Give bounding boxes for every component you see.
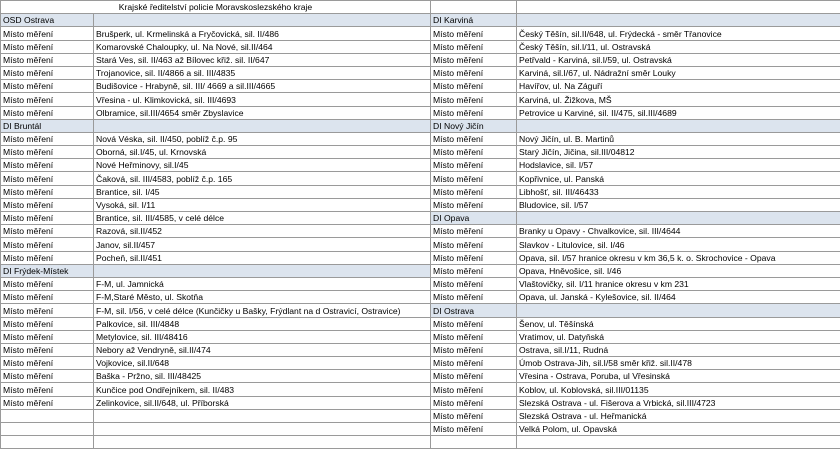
- measurement-place-cell[interactable]: Havířov, ul. Na Záguří: [517, 80, 840, 93]
- measurement-label-cell[interactable]: Místo měření: [431, 53, 517, 66]
- measurement-place-cell[interactable]: Karviná, sil.I/67, ul. Nádražní směr Louky: [517, 66, 840, 79]
- measurement-place-cell[interactable]: Karviná, ul. Žižkova, MŠ: [517, 93, 840, 106]
- table-row: [1, 119, 840, 132]
- measurement-place-cell[interactable]: Janov, sil.II/457: [94, 238, 431, 251]
- table-row: [1, 93, 840, 106]
- measurement-label-cell[interactable]: Místo měření: [1, 370, 94, 383]
- empty-cell[interactable]: [94, 409, 431, 422]
- measurement-place-cell[interactable]: Vlaštovičky, sil. I/11 hranice okresu v km 231: [517, 277, 840, 290]
- measurement-label-cell[interactable]: Místo měření: [1, 66, 94, 79]
- measurement-label-cell[interactable]: Místo měření: [431, 396, 517, 409]
- table-row: [1, 53, 840, 66]
- empty-cell[interactable]: [517, 1, 840, 14]
- measurement-place-cell[interactable]: Vřesina - Ostrava, Poruba, ul Vřesinská: [517, 370, 840, 383]
- measurement-place-cell[interactable]: Libhošť, sil. III/46433: [517, 185, 840, 198]
- measurement-label-cell[interactable]: Místo měření: [1, 80, 94, 93]
- measurement-label-cell[interactable]: Místo měření: [1, 291, 94, 304]
- measurement-label-cell[interactable]: Místo měření: [1, 159, 94, 172]
- empty-cell[interactable]: [94, 423, 431, 436]
- table-row: [1, 396, 840, 409]
- measurement-place-cell[interactable]: Český Těšín, sil.I/11, ul. Ostravská: [517, 40, 840, 53]
- measurement-place-cell[interactable]: Velká Polom, ul. Opavská: [517, 423, 840, 436]
- measurement-place-cell[interactable]: Brušperk, ul. Krmelinská a Fryčovická, sil. II/486: [94, 27, 431, 40]
- table-row: [1, 409, 840, 422]
- measurement-place-cell[interactable]: Vřesina - ul. Klimkovická, sil. III/4693: [94, 93, 431, 106]
- measurement-label-cell[interactable]: Místo měření: [1, 212, 94, 225]
- measurement-place-cell[interactable]: Kunčice pod Ondřejníkem, sil. II/483: [94, 383, 431, 396]
- measurement-place-cell[interactable]: Slezská Ostrava - ul. Fišerova a Vrbická, sil.III/4723: [517, 396, 840, 409]
- table-row: [1, 212, 840, 225]
- measurement-place-cell[interactable]: Český Těšín, sil.II/648, ul. Frýdecká - směr Třanovice: [517, 27, 840, 40]
- measurement-place-cell[interactable]: Opava, Hněvošice, sil. I/46: [517, 264, 840, 277]
- table-row: [1, 40, 840, 53]
- measurement-label-cell[interactable]: Místo měření: [431, 132, 517, 145]
- table-row: [1, 370, 840, 383]
- district-header-filler[interactable]: [94, 14, 431, 27]
- table-row: [1, 304, 840, 317]
- measurement-place-cell[interactable]: Bludovice, sil. I/57: [517, 198, 840, 211]
- measurement-label-cell[interactable]: Místo měření: [431, 80, 517, 93]
- table-row: [1, 264, 840, 277]
- measurement-place-cell[interactable]: Petřvald - Karviná, sil.I/59, ul. Ostravská: [517, 53, 840, 66]
- district-header-filler[interactable]: [517, 119, 840, 132]
- district-header[interactable]: OSD Ostrava: [1, 14, 94, 27]
- sheet-body: [1, 1, 840, 449]
- measurement-label-cell[interactable]: Místo měření: [1, 132, 94, 145]
- measurement-label-cell[interactable]: Místo měření: [1, 172, 94, 185]
- measurement-place-cell[interactable]: F-M, sil. I/56, v celé délce (Kunčičky u Bašky, Frýdlant na d Ostravicí, Ostravice): [94, 304, 431, 317]
- table-row: [1, 80, 840, 93]
- district-header-filler[interactable]: [517, 212, 840, 225]
- table-row: [1, 423, 840, 436]
- measurement-place-cell[interactable]: Branky u Opavy - Chvalkovice, sil. III/4644: [517, 225, 840, 238]
- measurement-label-cell[interactable]: Místo měření: [431, 264, 517, 277]
- measurement-label-cell[interactable]: Místo měření: [431, 330, 517, 343]
- measurement-place-cell[interactable]: Pocheň, sil.II/451: [94, 251, 431, 264]
- measurement-label-cell[interactable]: Místo měření: [1, 225, 94, 238]
- measurement-label-cell[interactable]: Místo měření: [431, 93, 517, 106]
- measurement-label-cell[interactable]: Místo měření: [431, 291, 517, 304]
- table-row: [1, 343, 840, 356]
- measurement-label-cell[interactable]: Místo měření: [1, 185, 94, 198]
- district-header[interactable]: DI Opava: [431, 212, 517, 225]
- measurement-place-cell[interactable]: Baška - Pržno, sil. III/48425: [94, 370, 431, 383]
- table-row: [1, 291, 840, 304]
- measurement-label-cell[interactable]: Místo měření: [1, 238, 94, 251]
- table-row: [1, 198, 840, 211]
- measurement-place-cell[interactable]: Oborná, sil.I/45, ul. Krnovská: [94, 146, 431, 159]
- measurement-label-cell[interactable]: Místo měření: [431, 423, 517, 436]
- measurement-place-cell[interactable]: Zelinkovice, sil.II/648, ul. Příborská: [94, 396, 431, 409]
- measurement-label-cell[interactable]: Místo měření: [431, 225, 517, 238]
- district-header-filler[interactable]: [517, 304, 840, 317]
- measurement-label-cell[interactable]: Místo měření: [431, 159, 517, 172]
- measurement-place-cell[interactable]: Koblov, ul. Koblovská, sil.III/01135: [517, 383, 840, 396]
- measurement-place-cell[interactable]: Úmob Ostrava-Jih, sil.I/58 směr křiž. sil.II/478: [517, 357, 840, 370]
- empty-cell[interactable]: [431, 1, 517, 14]
- measurement-place-cell[interactable]: Opava, sil. I/57 hranice okresu v km 36,5 k. o. Skrochovice - Opava: [517, 251, 840, 264]
- measurement-place-cell[interactable]: F-M, ul. Jamnická: [94, 277, 431, 290]
- district-header-filler[interactable]: [94, 264, 431, 277]
- measurement-label-cell[interactable]: Místo měření: [431, 383, 517, 396]
- measurement-label-cell[interactable]: Místo měření: [1, 106, 94, 119]
- table-row: [1, 172, 840, 185]
- measurement-place-cell[interactable]: Olbramice, sil.III/4654 směr Zbyslavice: [94, 106, 431, 119]
- measurement-label-cell[interactable]: Místo měření: [1, 396, 94, 409]
- measurement-label-cell[interactable]: Místo měření: [431, 409, 517, 422]
- district-header[interactable]: DI Frýdek-Místek: [1, 264, 94, 277]
- measurement-place-cell[interactable]: Razová, sil.II/452: [94, 225, 431, 238]
- measurement-label-cell[interactable]: Místo měření: [1, 317, 94, 330]
- table-row: [1, 238, 840, 251]
- measurement-place-cell[interactable]: Metylovice, sil. III/48416: [94, 330, 431, 343]
- measurement-place-cell[interactable]: Hodslavice, sil. I/57: [517, 159, 840, 172]
- measurement-label-cell[interactable]: Místo měření: [1, 146, 94, 159]
- measurement-place-cell[interactable]: Slavkov - Litulovice, sil. I/46: [517, 238, 840, 251]
- measurement-place-cell[interactable]: Starý Jičín, Jičina, sil.III/04812: [517, 146, 840, 159]
- table-row: [1, 66, 840, 79]
- empty-cell[interactable]: [1, 409, 94, 422]
- table-row: [1, 159, 840, 172]
- table-row: [1, 132, 840, 145]
- measurement-label-cell[interactable]: Místo měření: [431, 198, 517, 211]
- measurement-label-cell[interactable]: Místo měření: [1, 198, 94, 211]
- table-row: [1, 185, 840, 198]
- measurement-label-cell[interactable]: Místo měření: [1, 27, 94, 40]
- measurement-label-cell[interactable]: Místo měření: [431, 251, 517, 264]
- measurement-label-cell[interactable]: Místo měření: [431, 66, 517, 79]
- measurement-label-cell[interactable]: Místo měření: [431, 277, 517, 290]
- table-row: [1, 146, 840, 159]
- measurement-place-cell[interactable]: Vysoká, sil. I/11: [94, 198, 431, 211]
- measurement-label-cell[interactable]: Místo měření: [431, 343, 517, 356]
- measurement-place-cell[interactable]: Vojkovice, sil.II/648: [94, 357, 431, 370]
- measurement-label-cell[interactable]: Místo měření: [1, 93, 94, 106]
- table-row: [1, 225, 840, 238]
- empty-cell[interactable]: [1, 423, 94, 436]
- district-header[interactable]: DI Ostrava: [431, 304, 517, 317]
- measurement-label-cell[interactable]: Místo měření: [1, 40, 94, 53]
- district-header-filler[interactable]: [517, 14, 840, 27]
- measurement-place-cell[interactable]: Nová Véska, sil. II/450, poblíž č.p. 95: [94, 132, 431, 145]
- measurement-place-cell[interactable]: Šenov, ul. Těšínská: [517, 317, 840, 330]
- measurement-label-cell[interactable]: Místo měření: [431, 238, 517, 251]
- measurement-label-cell[interactable]: Místo měření: [1, 357, 94, 370]
- measurement-label-cell[interactable]: Místo měření: [431, 185, 517, 198]
- measurement-label-cell[interactable]: Místo měření: [1, 343, 94, 356]
- measurement-place-cell[interactable]: Trojanovice, sil. II/4866 a sil. III/4835: [94, 66, 431, 79]
- measurement-place-cell[interactable]: Nový Jičín, ul. B. Martinů: [517, 132, 840, 145]
- measurement-label-cell[interactable]: Místo měření: [1, 251, 94, 264]
- measurement-place-cell[interactable]: Brantice, sil. I/45: [94, 185, 431, 198]
- measurement-place-cell[interactable]: Petrovice u Karviné, sil. II/475, sil.III/4689: [517, 106, 840, 119]
- measurement-place-cell[interactable]: Brantice, sil. III/4585, v celé délce: [94, 212, 431, 225]
- measurement-place-cell[interactable]: Nebory až Vendryně, sil.II/474: [94, 343, 431, 356]
- table-row: [1, 277, 840, 290]
- measurement-place-cell[interactable]: Slezská Ostrava - ul. Heřmanická: [517, 409, 840, 422]
- table-row: [1, 317, 840, 330]
- district-header[interactable]: DI Bruntál: [1, 119, 94, 132]
- measurement-label-cell[interactable]: Místo měření: [431, 40, 517, 53]
- measurement-place-cell[interactable]: Čaková, sil. III/4583, poblíž č.p. 165: [94, 172, 431, 185]
- measurement-label-cell[interactable]: Místo měření: [431, 106, 517, 119]
- table-row: [1, 330, 840, 343]
- measurement-place-cell[interactable]: Budišovice - Hrabyně, sil. III/ 4669 a sil.III/4665: [94, 80, 431, 93]
- table-row: [1, 357, 840, 370]
- table-row: [1, 383, 840, 396]
- measurement-place-cell[interactable]: Ostrava, sil.I/11, Rudná: [517, 343, 840, 356]
- measurement-label-cell[interactable]: Místo měření: [1, 383, 94, 396]
- measurement-place-cell[interactable]: Opava, ul. Janská - Kylešovice, sil. II/464: [517, 291, 840, 304]
- district-header[interactable]: DI Karviná: [431, 14, 517, 27]
- measurement-label-cell[interactable]: Místo měření: [431, 370, 517, 383]
- measurement-label-cell[interactable]: Místo měření: [1, 330, 94, 343]
- table-row: [1, 106, 840, 119]
- district-header[interactable]: DI Nový Jičín: [431, 119, 517, 132]
- measurement-label-cell[interactable]: Místo měření: [1, 277, 94, 290]
- district-header-filler[interactable]: [94, 119, 431, 132]
- measurement-place-cell[interactable]: Kopřivnice, ul. Panská: [517, 172, 840, 185]
- table-row: [1, 251, 840, 264]
- measurement-label-cell[interactable]: Místo měření: [431, 317, 517, 330]
- page-title: Krajské ředitelství policie Moravskoslezského kraje: [1, 1, 431, 14]
- measurement-label-cell[interactable]: Místo měření: [1, 53, 94, 66]
- measurement-label-cell[interactable]: Místo měření: [1, 304, 94, 317]
- measurement-place-cell[interactable]: Vratimov, ul. Datyňská: [517, 330, 840, 343]
- measurement-label-cell[interactable]: Místo měření: [431, 146, 517, 159]
- measurement-place-cell[interactable]: Stará Ves, sil. II/463 až Bílovec křiž. sil. II/647: [94, 53, 431, 66]
- measurement-place-cell[interactable]: Palkovice, sil. III/4848: [94, 317, 431, 330]
- measurement-label-cell[interactable]: Místo měření: [431, 172, 517, 185]
- measurement-place-cell[interactable]: F-M,Staré Město, ul. Skotňa: [94, 291, 431, 304]
- measurement-place-cell[interactable]: Nové Heřminovy, sil.I/45: [94, 159, 431, 172]
- measurement-place-cell[interactable]: Komarovské Chaloupky, ul. Na Nové, sil.II/464: [94, 40, 431, 53]
- measurement-label-cell[interactable]: Místo měření: [431, 357, 517, 370]
- measurement-label-cell[interactable]: Místo měření: [431, 27, 517, 40]
- table-row: [1, 14, 840, 27]
- table-row: [1, 27, 840, 40]
- title-row: [1, 1, 840, 14]
